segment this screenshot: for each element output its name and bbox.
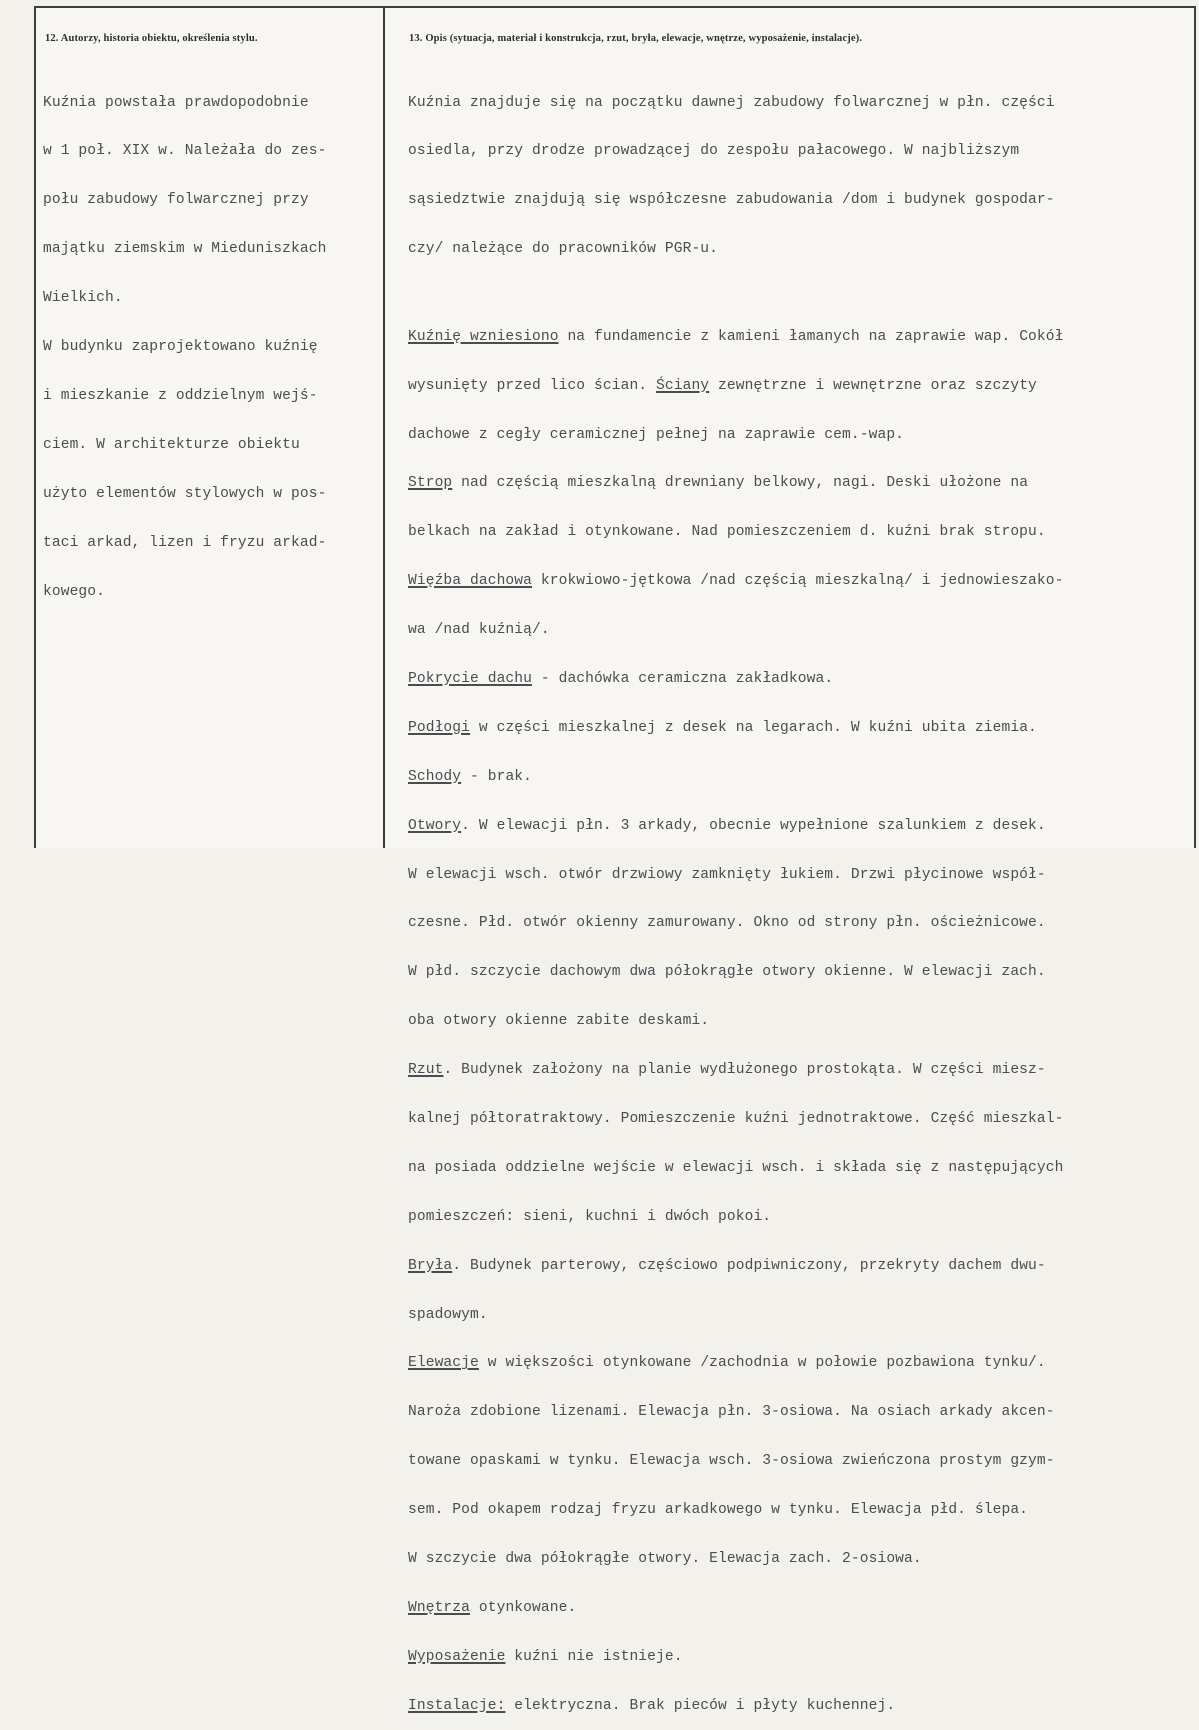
history-line: ciem. W architekturze obiektu [43,436,300,453]
history-line: połu zabudowy folwarcznej przy [43,192,309,209]
description-text: oba otwory okienne zabite deskami. [408,1013,710,1030]
description-text: Naroża zdobione lizenami. Elewacja płn. 3-osiowa. Na osiach arkady akcen- [408,1404,1055,1421]
description-text: spadowym. [408,1306,488,1323]
description-text: elektryczna. Brak pieców i płyty kuchennej. [505,1697,896,1714]
description-term: Strop [408,475,453,492]
description-text: otynkowane. [470,1599,577,1616]
history-line: majątku ziemskim w Mieduniszkach [43,241,327,258]
description-text: . Budynek założony na planie wydłużonego prostokąta. W części miesz- [443,1062,1046,1079]
intro-line: osiedla, przy drodze prowadzącej do zespołu pałacowego. W najbliższym [408,143,1020,160]
description-text: na fundamencie z kamieni łamanych na zaprawie wap. Cokół [558,328,1064,345]
description-text: kalnej półtoratraktowy. Pomieszczenie kuźni jednotraktowe. Część mieszkal- [408,1111,1064,1127]
description-line [408,818,1063,834]
section-13-text [408,62,1063,1730]
intro-line: Kuźnia znajduje się na początku dawnej zabudowy folwarcznej w płn. części [408,94,1055,111]
section-12-heading: 12. Autorzy, historia obiektu, określenia stylu. [45,33,258,44]
description-term: Wnętrza [408,1599,471,1616]
description-line [408,1355,1063,1371]
description-line [408,769,1063,785]
description-line [408,378,1063,394]
description-term: Więźba dachowa [408,573,533,590]
description-line [408,622,1063,638]
history-line: kowego. [43,583,106,600]
description-term: Bryła [408,1257,453,1274]
description-line [408,1258,1063,1274]
description-line [408,1649,1063,1665]
history-line: i mieszkanie z oddzielnym wejś- [43,387,318,404]
description-line [408,524,1063,540]
description-line [408,915,1063,931]
description-line [408,427,1063,443]
description-text: . W elewacji płn. 3 arkady, obecnie wypełnione szalunkiem z desek. [461,817,1046,834]
history-line: użyto elementów stylowych w pos- [43,485,327,502]
description-text: w części mieszkalnej z desek na legarach. W kuźni ubita ziemia. [470,719,1037,736]
description-term: Wyposażenie [408,1648,506,1665]
description-text: krokwiowo-jętkowa /nad częścią mieszkalną/ i jednowieszako- [532,573,1064,590]
section-13-heading: 13. Opis (sytuacja, materiał i konstrukcja, rzut, bryła, elewacje, wnętrze, wyposażenie, instalacje). [409,33,863,44]
description-line [408,1453,1063,1469]
description-text: W elewacji wsch. otwór drzwiowy zamknięty łukiem. Drzwi płycinowe współ- [408,866,1046,883]
description-line [408,1698,1063,1714]
description-text: w większości otynkowane /zachodnia w połowie pozbawiona tynku/. [478,1355,1046,1372]
description-term: Pokrycie dachu [408,670,533,687]
description-line [408,1307,1063,1323]
description-line [408,671,1063,687]
description-line [408,720,1063,736]
description-term: Schody [408,768,462,785]
description-line [408,1551,1063,1567]
history-line: w 1 poł. XIX w. Należała do zes- [43,143,327,160]
description-text: - dachówka ceramiczna zakładkowa. [532,670,834,687]
section-12-text [43,62,326,616]
intro-line: czy/ należące do pracowników PGR-u. [408,241,719,258]
description-line [408,1404,1063,1420]
description-text: W szczycie dwa półokrągłe otwory. Elewacja zach. 2-osiowa. [408,1551,922,1568]
description-term: Elewacje [408,1355,479,1372]
history-line: W budynku zaprojektowano kuźnię [43,339,318,356]
description-line [408,1062,1063,1078]
description-text: sem. Pod okapem rodzaj fryzu arkadkowego w tynku. Elewacja płd. ślepa. [408,1502,1029,1519]
description-text: nad częścią mieszkalną drewniany belkowy, nagi. Deski ułożone na [452,475,1029,492]
description-text: belkach na zakład i otynkowane. Nad pomieszczeniem d. kuźni brak stropu. [408,524,1046,541]
description-line [408,573,1063,589]
description-line [408,1209,1063,1225]
description-term: Instalacje: [408,1697,506,1714]
description-term: Kuźnię wzniesiono [408,328,559,345]
description-term: Rzut [408,1062,444,1079]
description-text: kuźni nie istnieje. [505,1648,683,1665]
description-line [408,1600,1063,1616]
description-term: Otwory [408,817,462,834]
description-text: towane opaskami w tynku. Elewacja wsch. 3-osiowa zwieńczona prostym gzym- [408,1453,1055,1470]
description-text: zewnętrzne i wewnętrzne oraz szczyty [709,377,1037,394]
history-line: Wielkich. [43,290,123,307]
description-text: wysunięty przed lico ścian. [408,377,657,394]
history-line: Kuźnia powstała prawdopodobnie [43,94,309,111]
paragraph-gap [408,290,1063,296]
description-text: na posiada oddzielne wejście w elewacji wsch. i składa się z następujących [408,1159,1064,1176]
description-term: Ściany [656,377,710,394]
description-line [408,1160,1063,1176]
description-line [408,1502,1063,1518]
intro-line: sąsiedztwie znajdują się współczesne zabudowania /dom i budynek gospodar- [408,192,1055,209]
description-line [408,475,1063,491]
description-text: W płd. szczycie dachowym dwa półokrągłe otwory okienne. W elewacji zach. [408,964,1046,981]
description-line [408,1013,1063,1029]
description-line [408,1111,1063,1127]
column-divider [383,6,385,848]
history-line: taci arkad, lizen i fryzu arkad- [43,534,327,551]
description-text: . Budynek parterowy, częściowo podpiwniczony, przekryty dachem dwu- [452,1257,1046,1274]
description-text: czesne. Płd. otwór okienny zamurowany. Okno od strony płn. ościeżnicowe. [408,915,1046,932]
description-text: wa /nad kuźnią/. [408,622,550,639]
description-line [408,867,1063,883]
description-line [408,329,1063,345]
description-text: dachowe z cegły ceramicznej pełnej na zaprawie cem.-wap. [408,426,905,443]
description-line [408,964,1063,980]
description-text: - brak. [461,768,533,785]
description-term: Podłogi [408,719,471,736]
description-text: pomieszczeń: sieni, kuchni i dwóch pokoi. [408,1208,772,1225]
